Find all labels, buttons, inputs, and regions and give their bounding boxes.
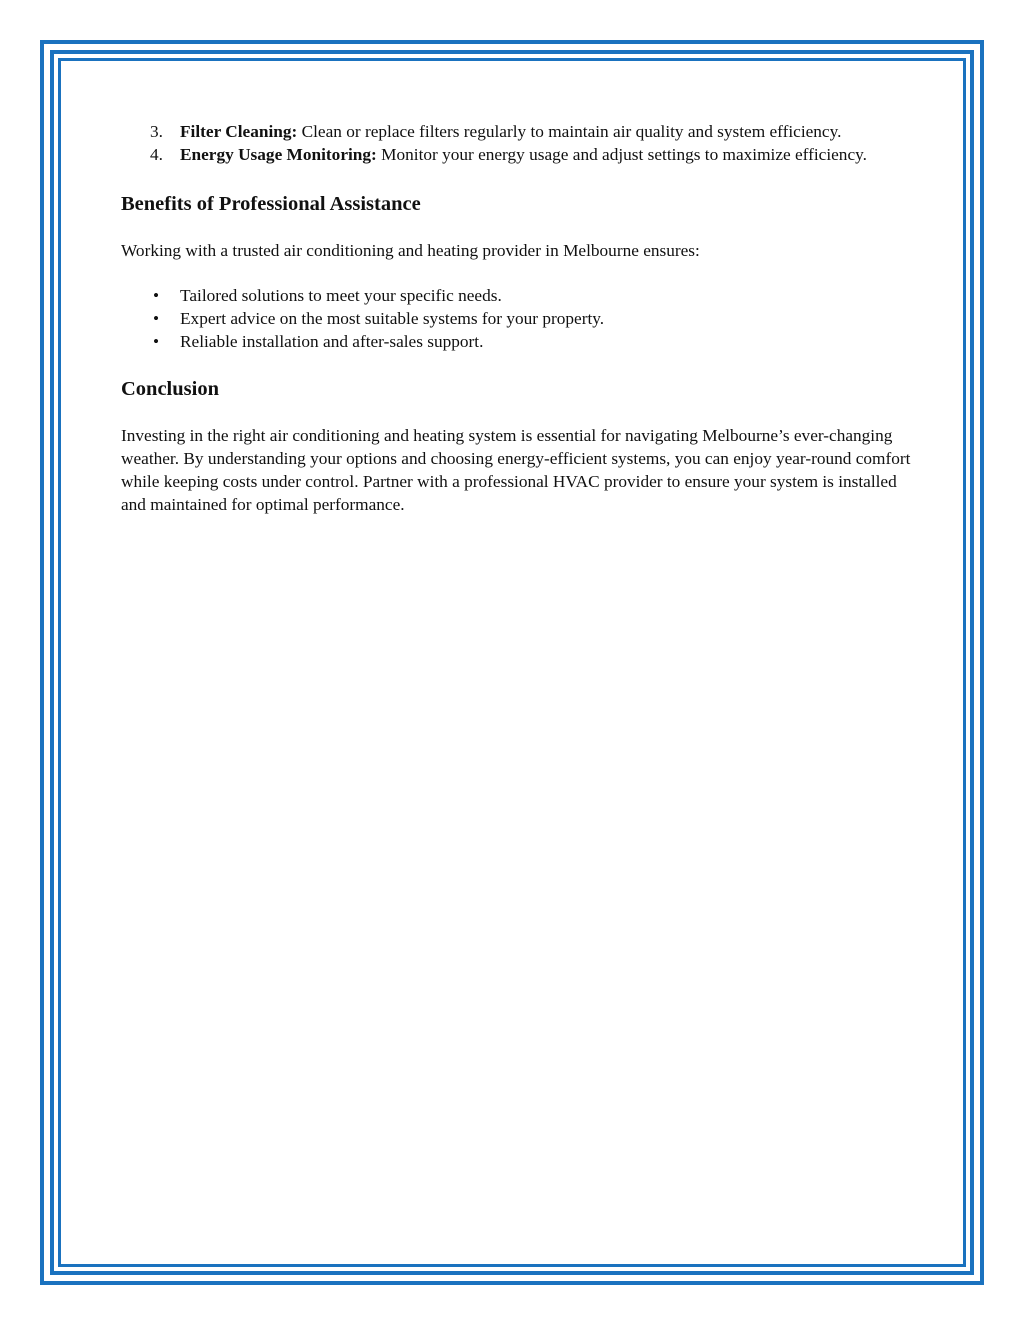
list-item-term: Filter Cleaning: — [180, 122, 298, 141]
bullet-icon: • — [153, 309, 160, 328]
list-item — [121, 330, 911, 353]
list-item — [121, 284, 911, 307]
list-item-text: Expert advice on the most suitable systems for your property. — [180, 309, 605, 328]
list-item-text: Tailored solutions to meet your specific needs. — [180, 286, 502, 305]
benefits-intro: Working with a trusted air conditioning and heating provider in Melbourne ensures: — [121, 241, 700, 260]
list-item-number: 3. — [150, 122, 163, 141]
benefits-heading: Benefits of Professional Assistance — [121, 193, 421, 215]
conclusion-paragraph: Investing in the right air conditioning and heating system is essential for navigating Melbourne’s ever-changing weather. By understanding your options and choosing energy-efficient systems, you can enjoy year-round comfort while keeping costs under control. Partner with a professional HVAC provider to ensure your system is installed and maintained for optimal performance. — [121, 426, 911, 514]
conclusion-heading: Conclusion — [121, 378, 219, 400]
maintenance-tips-list — [121, 120, 911, 166]
benefits-list — [121, 284, 911, 353]
list-item — [121, 307, 911, 330]
bullet-icon: • — [153, 332, 160, 351]
list-item — [121, 143, 911, 166]
document-content — [121, 120, 911, 516]
list-item-term: Energy Usage Monitoring: — [180, 145, 377, 164]
list-item — [121, 120, 911, 143]
bullet-icon: • — [153, 286, 160, 305]
list-item-text: Reliable installation and after-sales support. — [180, 332, 484, 351]
list-item-number: 4. — [150, 145, 163, 164]
list-item-text: Monitor your energy usage and adjust settings to maximize efficiency. — [376, 145, 867, 164]
list-item-text: Clean or replace filters regularly to maintain air quality and system efficiency. — [297, 122, 842, 141]
